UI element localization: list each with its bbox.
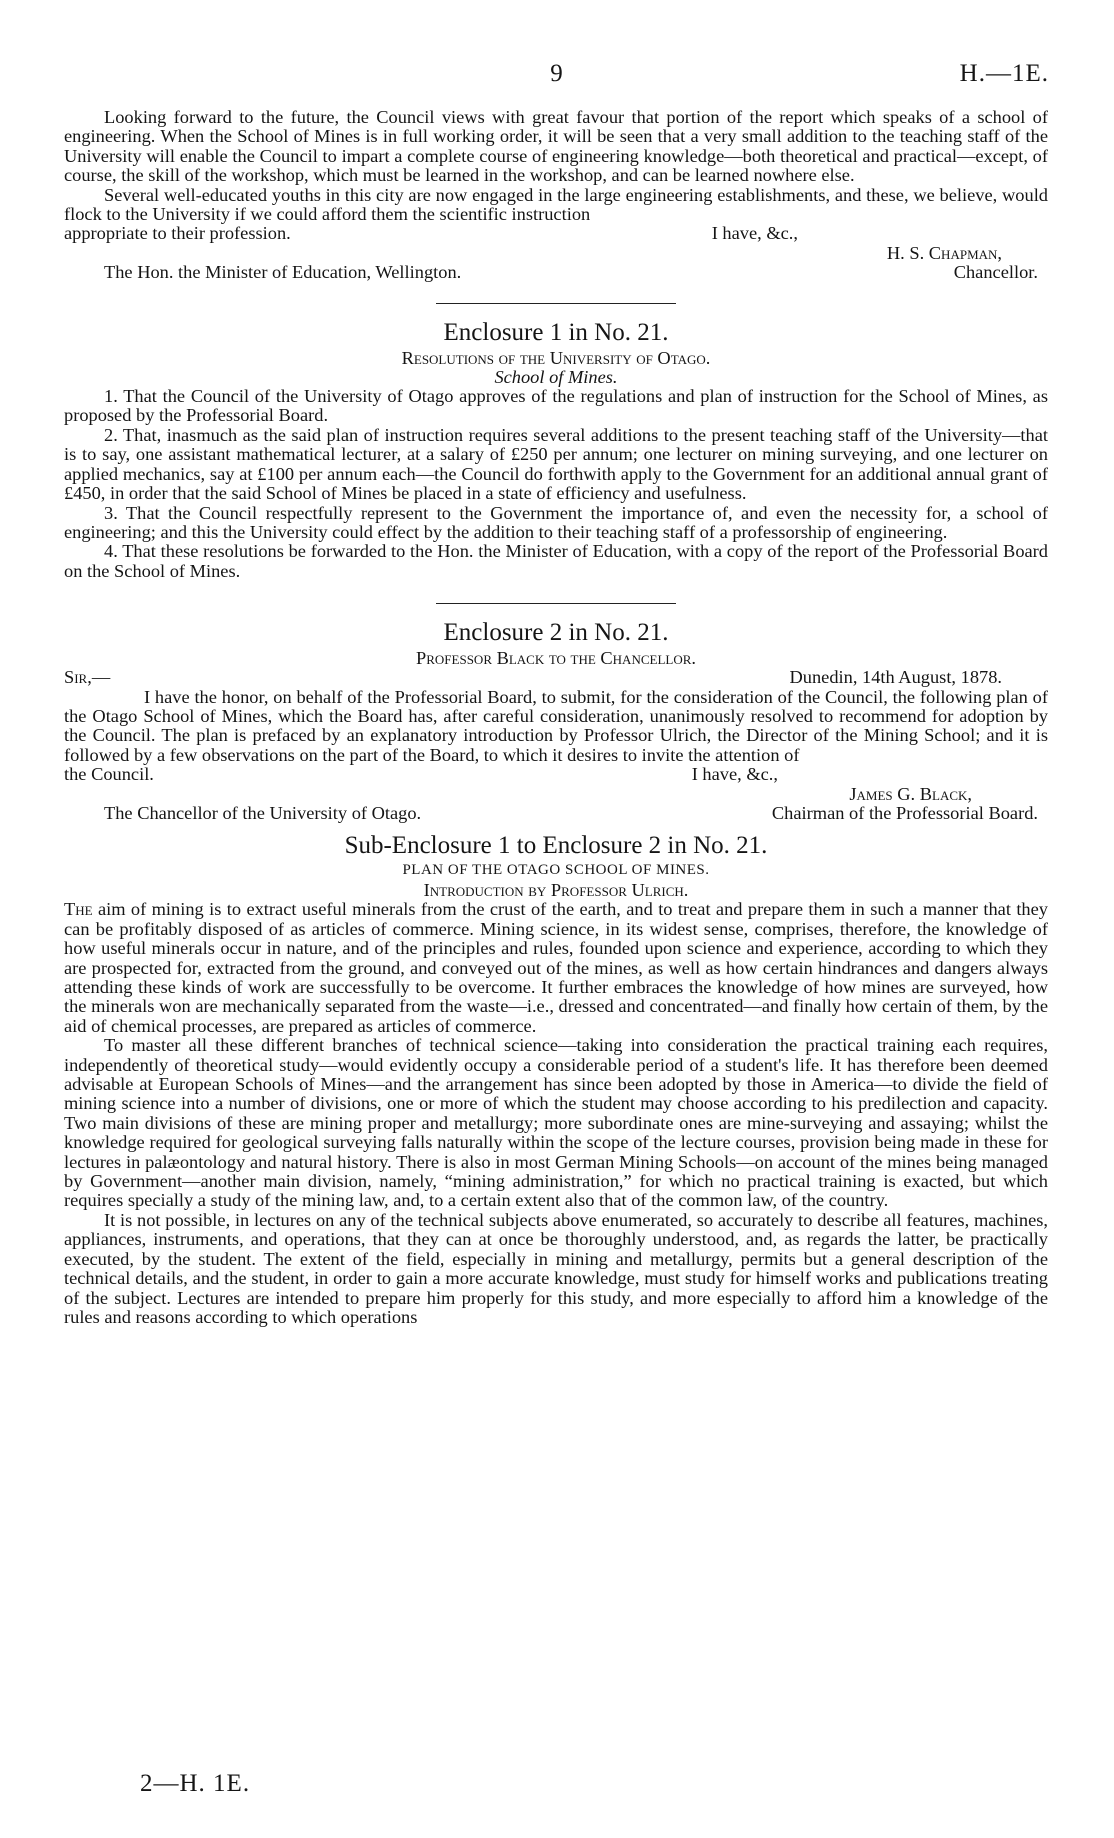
enclosure-2-subtitle: Professor Black to the Chancellor. bbox=[416, 648, 696, 669]
salutation: Sir,— bbox=[64, 667, 111, 688]
page-content bbox=[64, 108, 1048, 1327]
letter-paragraph: Several well-educated youths in this city are now engaged in the large engineering establishments, and these, we believe, would flock to the University if we could afford them the scientific instruction bbox=[64, 184, 1048, 225]
resolution-item: 4. That these resolutions be forwarded to the Hon. the Minister of Education, with a copy of the report of the Professorial Board on the School of Mines. bbox=[64, 541, 1048, 581]
sub-enclosure bbox=[64, 831, 1048, 1327]
introduction-title: Introduction by Professor Ulrich. bbox=[423, 880, 689, 901]
page-number: 9 bbox=[550, 60, 563, 87]
enclosure-1-title: Enclosure 1 in No. 21. bbox=[443, 318, 669, 346]
plan-title: PLAN OF THE OTAGO SCHOOL OF MINES. bbox=[402, 862, 710, 879]
letter-body: I have the honor, on behalf of the Professorial Board, to submit, for the consideration of the Council, the following plan of the Otago School of Mines, which the Board has, after careful consideration, unanimously resolved to recommend for adoption by the Council. The plan is prefaced by an explanatory introduction by Professor Ulrich, the Director of the Mining School; and it is followed by a few observations on the part of the Board, to which it desires to invite the attention of bbox=[64, 686, 1048, 765]
enclosure-2-addressee-row bbox=[64, 804, 1048, 823]
introduction-paragraph: To master all these different branches of technical science—taking into consideration the practical training each requires, independently of theoretical study—would evidently occupy a considerable period of a student's life. It has therefore been deemed advisable at European Schools of Mines—and the arrangement has since been adopted by those in America—to divide the field of mining science into a number of divisions, one or more of which the student may choose according to his predilection and capacity. Two main divisions of these are mining proper and metallurgy; more subordinate ones are mine-surveying and assaying; whilst the knowledge required for geological surveying falls naturally within the scope of the lecture courses, provision being made in these for lectures in palæontology and natural history. There is also in most German Mining Schools—on account of the mines being managed by Government—another main division, namely, “mining administration,” for which no practical training is exacted, but which requires specially a study of the mining law, and, to a certain extent also that of the common law, of the country. bbox=[64, 1035, 1048, 1211]
chancellor-letter bbox=[64, 108, 1048, 283]
enclosure-1 bbox=[64, 318, 1048, 581]
letter-signatory: H. S. Chapman, bbox=[886, 242, 1002, 263]
enclosure-2-title: Enclosure 2 in No. 21. bbox=[443, 619, 669, 647]
letter-paragraph-end: appropriate to their profession. bbox=[64, 223, 291, 244]
salutation-row bbox=[64, 668, 1048, 687]
letter-closing: I have, &c., bbox=[711, 223, 798, 244]
page-reference: H.—1E. bbox=[959, 60, 1049, 87]
letter-paragraph: Looking forward to the future, the Council views with great favour that portion of the report which speaks of a school of engineering. When the School of Mines is in full working order, it will be seen that a very small addition to the teaching staff of the University will enable the Council to impart a complete course of engineering knowledge—both theoretical and practical—except, of course, the skill of the workshop, which must be learned in the workshop, and can be learned nowhere else. bbox=[64, 107, 1048, 186]
enclosure-2-signatory-row bbox=[64, 785, 1048, 804]
resolution-item: 2. That, inasmuch as the said plan of instruction requires several additions to the present teaching staff of the University—that is to say, one assistant mathematical lecturer, at a salary of £250 per annum; one lecturer on mining surveying, and one lecturer on applied mechanics, say at £100 per annum each—the Council do forthwith apply to the Government for an additional annual grant of £450, in order that the said School of Mines be placed in a state of efficiency and usefulness. bbox=[64, 424, 1048, 504]
enclosure-2-closing-row bbox=[64, 765, 1048, 784]
letter-addressee: The Hon. the Minister of Education, Wellington. bbox=[104, 262, 462, 283]
enclosure-2 bbox=[64, 618, 1048, 823]
introduction-paragraph: The aim of mining is to extract useful minerals from the crust of the earth, and to treat and prepare them in such a manner that they can be profitably disposed of as articles of commerce. Mining science, in its widest sense, comprises, therefore, the knowledge of how useful minerals occur in nature, and of the principles and rules, founded upon science and experience, according to which they are prospected for, extracted from the ground, and conveyed out of the mines, as well as how certain hindrances and dangers always attending these kinds of work are successfully to be overcome. It further embraces the knowledge of how mines are surveyed, how the minerals won are mechanically separated from the waste—i.e., dressed and concentrated—and finally how certain of them, by the aid of chemical processes, are prepared as articles of commerce. bbox=[64, 899, 1048, 1036]
introduction-paragraph: It is not possible, in lectures on any of the technical subjects above enumerated, so accurately to describe all features, machines, appliances, instruments, and operations, that they can at once be thoroughly understood, and, as regards the latter, be practically executed, by the student. The extent of the field, especially in mining and metallurgy, permits but a general description of the technical details, and the student, in order to gain a more accurate knowledge, must study for himself works and publications treating of the subject. Lectures are intended to prepare him properly for this study, and more especially to afford him a knowledge of the rules and reasons according to which operations bbox=[64, 1209, 1048, 1327]
enclosure-1-subtitle: Resolutions of the University of Otago. bbox=[401, 347, 711, 368]
enclosure-2-signatory-title: Chairman of the Professorial Board. bbox=[771, 802, 1038, 823]
letter-signatory-row bbox=[64, 244, 1048, 263]
resolution-item: 1. That the Council of the University of Otago approves of the regulations and plan of instruction for the School of Mines, as proposed by the Professorial Board. bbox=[64, 386, 1048, 426]
place-date: Dunedin, 14th August, 1878. bbox=[789, 667, 1002, 688]
lead-word: The bbox=[64, 899, 93, 920]
resolution-item: 3. That the Council respectfully represent to the Government the importance of, and even the necessity for, a school of engineering; and this the University could effect by the addition to their teaching staff of a professorship of engineering. bbox=[64, 502, 1048, 542]
letter-addressee-row bbox=[64, 263, 1048, 282]
enclosure-2-signatory: James G. Black, bbox=[849, 783, 972, 804]
letter-closing-row bbox=[64, 224, 1048, 243]
enclosure-2-addressee: The Chancellor of the University of Otago. bbox=[104, 802, 422, 823]
sub-enclosure-title: Sub-Enclosure 1 to Enclosure 2 in No. 21. bbox=[344, 832, 768, 860]
enclosure-1-topic: School of Mines. bbox=[494, 366, 618, 387]
signature-mark: 2—H. 1E. bbox=[140, 1770, 251, 1797]
letter-signatory-title: Chancellor. bbox=[953, 262, 1038, 283]
enclosure-2-closing: I have, &c., bbox=[691, 764, 778, 785]
page-header bbox=[64, 60, 1049, 94]
letter-body-end: the Council. bbox=[64, 764, 154, 785]
